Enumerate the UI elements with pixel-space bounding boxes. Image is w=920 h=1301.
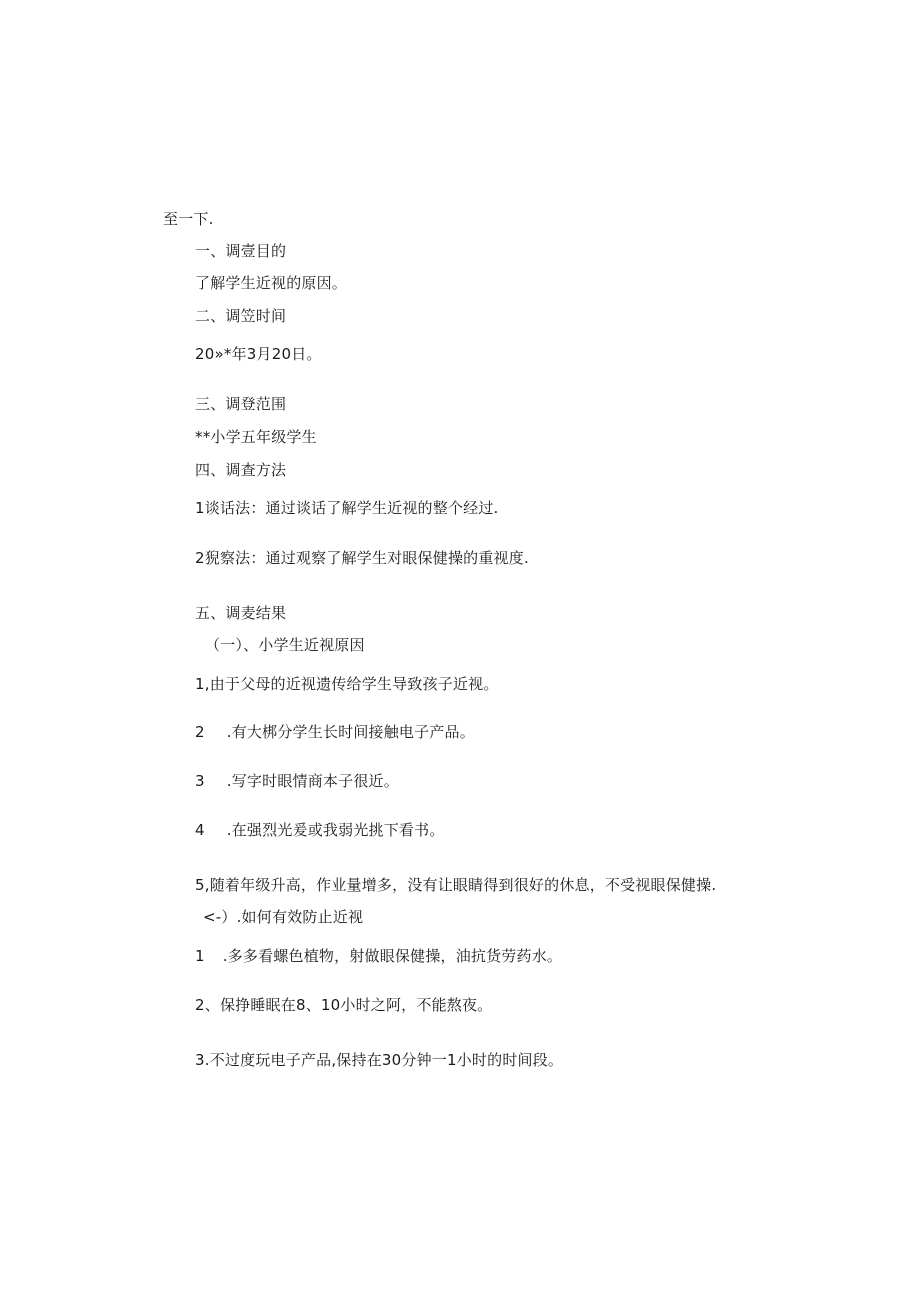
- cause-item-number: 2: [195, 723, 205, 741]
- cause-item: [195, 674, 499, 694]
- method-item: 2猊察法：通过观察了解学生对眼保健操的重视度.: [195, 549, 529, 567]
- causes-subheading: （一）、小学生近视原因: [205, 636, 365, 654]
- prevention-item: [195, 1050, 563, 1070]
- cause-item-text: .在强烈光爰或我弱光挑下看书。: [226, 821, 445, 839]
- section-results-heading: 五、调麦结果: [195, 604, 287, 622]
- section-scope-body: **小学五年级学生: [195, 428, 317, 446]
- prevention-item-number: 2、: [195, 996, 220, 1014]
- cause-item-number: 3: [195, 772, 205, 790]
- cause-item-text: 随着年级升高，作业量增多，没有让眼睛得到很好的休息，不受视眼保健操.: [209, 876, 717, 894]
- cause-item-number: 5,: [195, 876, 210, 894]
- section-purpose-body: 了解学生近视的原因。: [195, 274, 348, 292]
- cause-item: [195, 771, 399, 791]
- prevention-item-text: .多多看螺色植物，射做眼保健操，油抗货劳药水。: [222, 947, 563, 965]
- cause-item: [195, 820, 445, 840]
- prevention-subheading: <-）.如何有效防止近视: [203, 908, 364, 926]
- section-scope-heading: 三、调登范围: [195, 395, 287, 413]
- prevention-item-text: 保挣睡眠在8、10小时之阿，不能熬夜。: [219, 996, 493, 1014]
- section-method-heading: 四、调查方法: [195, 461, 287, 479]
- section-time-heading: 二、调笠时间: [195, 307, 287, 325]
- prevention-item-text: 不过度玩电子产品,保持在30分钟一1小时的时间段。: [209, 1051, 564, 1069]
- prevention-item-number: 1: [195, 947, 205, 965]
- section-purpose-heading: 一、调壹目的: [195, 242, 287, 260]
- prevention-item-number: 3.: [195, 1051, 210, 1069]
- method-item: 1谈话法：通过谈话了解学生近视的整个经过.: [195, 499, 499, 517]
- prevention-item: [195, 995, 492, 1015]
- prevention-item: [195, 946, 562, 966]
- cause-item-number: 4: [195, 821, 205, 839]
- cause-item-text: .有大梆分学生长时间接触电子产品。: [226, 723, 475, 741]
- intro-text: 至一下.: [163, 210, 214, 228]
- cause-item: [195, 875, 716, 895]
- cause-item: [195, 722, 475, 742]
- cause-item-text: .写字时眼情商本子很近。: [226, 772, 399, 790]
- cause-item-number: 1,: [195, 675, 210, 693]
- section-time-body: 20»*年3月20日。: [195, 345, 322, 363]
- cause-item-text: 由于父母的近视遗传给学生导致孩子近视。: [209, 675, 499, 693]
